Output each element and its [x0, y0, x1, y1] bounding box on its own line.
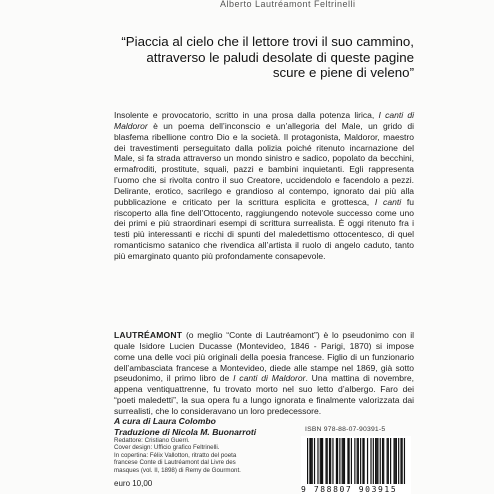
barcode-bar	[380, 438, 381, 484]
bio-text-start: (o meglio “Conte di Lautréamont”) è lo pseudonimo con il quale Isidore Lucien Ducasse (Montevideo, 1846 - Parigi, 1870) si impose come una delle voci più originali della poesia francese. Figlio di un funzionario dell’ambasciata francese a Montevideo, diede alle stampe nel 1869, già sotto pseudonimo, il primo libro de	[114, 330, 414, 384]
barcode-bar	[321, 438, 322, 484]
barcode-bar	[377, 438, 378, 484]
barcode-bar	[339, 438, 340, 484]
barcode-bar	[342, 438, 343, 484]
editor-credit: A cura di Laura Colombo	[114, 416, 216, 426]
barcode-bar	[400, 438, 401, 484]
bio-text-end: . Una mattina di novembre, appena ventiquattrenne, fu trovato morto nel suo letto d’albergo. Faro dei “poeti maledetti”, la sua opera fu a lungo ignorata e finalmente valorizzata dai surrealisti, che lo consideravano un loro predecessore.	[114, 373, 414, 416]
barcode-bar	[310, 438, 311, 484]
barcode-bar	[351, 438, 352, 484]
pull-quote: “Piaccia al cielo che il lettore trovi il suo cammino, attraverso le paludi desolate di queste pagine scure e piene di veleno”	[121, 34, 414, 80]
barcode-bar	[332, 438, 333, 484]
barcode-bar	[317, 438, 318, 484]
description-text-start: Insolente e provocatorio, scritto in una prosa dalla potenza lirica,	[114, 110, 379, 120]
author-biography	[114, 330, 414, 417]
barcode-bar	[373, 438, 374, 484]
book-description	[114, 110, 414, 262]
barcode-bar	[388, 438, 389, 484]
barcode-bar	[347, 438, 348, 484]
isbn-label: ISBN 978-88-07-90391-5	[305, 426, 386, 433]
barcode-bar	[367, 438, 368, 484]
book-title: I canti di Maldoror	[114, 110, 414, 131]
book-title-short: I canti	[374, 196, 402, 207]
barcode-bar	[336, 438, 337, 484]
bio-book-title: I canti di Maldoror	[233, 373, 306, 384]
barcode-bar	[312, 438, 313, 484]
price-label: euro 10,00	[114, 479, 153, 488]
barcode-bar	[358, 438, 359, 484]
barcode-bar	[357, 438, 358, 484]
barcode-bar	[404, 438, 405, 484]
barcode-bar	[363, 438, 364, 484]
barcode-bar	[393, 438, 394, 484]
barcode-bar	[362, 438, 363, 484]
translator-credit: Traduzione di Nicola M. Buonarroti	[114, 427, 257, 437]
barcode-bar	[370, 438, 371, 484]
barcode-bar	[354, 438, 355, 484]
cover-credit-line: Redattore: Cristiano Guerri.	[114, 437, 190, 444]
description-text-middle: è un poema dell’inconscio e un’allegoria del Male, un grido di blasfema ribellione contro Dio e la società. Il protagonista, Maldoror, maestro dei travestimenti perseguitato dalla polizia poiché ritenuto incarnazione del Male, si fa strada attraverso un mondo sinistro e sadico, popolato da becchini, ermafroditi, prostitute, squali, pazzi e bambini inquietanti. Egli rappresenta l’uomo che si rivolta contro il suo Creatore, uccidendolo e facendolo a pezzi. Delirante, erotico, sacrilego e grandioso al contempo, ignorato dai più alla pubblicazione e criticato per la scrittura esplicita e grottesca,	[114, 120, 414, 207]
barcode-bar	[325, 438, 326, 484]
barcode-bar	[322, 438, 323, 484]
barcode-bar	[387, 438, 388, 484]
barcode-bar	[395, 438, 396, 484]
barcode-bar	[320, 438, 321, 484]
barcode-bars	[301, 436, 411, 486]
barcode-bar	[344, 438, 345, 484]
barcode-bar	[396, 438, 397, 484]
barcode-bar	[382, 438, 383, 484]
barcode-bar	[402, 438, 403, 484]
barcode-digits: 9 788807 903915	[301, 486, 411, 494]
barcode-bar	[375, 438, 376, 484]
barcode-bar	[383, 438, 384, 484]
barcode-bar	[309, 438, 310, 484]
barcode-bar	[343, 438, 344, 484]
barcode-bar	[329, 438, 330, 484]
cover-credits	[114, 437, 254, 474]
description-text-end: fu riscoperto alla fine dell’Ottocento, raggiungendo notevole successo come uno dei primi e più straordinari esempi di scrittura surrealista. È oggi ritenuto fra i testi più interessanti e ricchi di spunti del maledettismo ottocentesco, di quel romanticismo satanico che rivendica all’artista il ruolo di angelo caduto, tanto più emarginato quanto più profondamente consapevole.	[114, 196, 414, 261]
barcode-bar	[349, 438, 350, 484]
barcode-bar	[376, 438, 377, 484]
cover-credit-line: masques (vol. II, 1898) di Remy de Gourmont.	[114, 466, 241, 474]
cover-credit-line: francese Conte di Lautréamont dal Livre des	[114, 459, 236, 467]
barcode-bar	[337, 438, 338, 484]
barcode-bar	[307, 438, 308, 484]
top-strip-text: Alberto Lautréamont Feltrinelli	[220, 0, 356, 9]
cover-credit-line: Cover design: Ufficio grafico Feltrinelli.	[114, 444, 220, 452]
barcode-bar	[327, 438, 328, 484]
barcode-bar	[330, 438, 331, 484]
barcode-bar	[314, 438, 315, 484]
barcode-bar	[360, 438, 361, 484]
barcode-bar	[398, 438, 399, 484]
cover-credit-line: In copertina: Félix Vallotton, ritratto del poeta	[114, 451, 237, 459]
author-name: LAUTRÉAMONT	[114, 330, 183, 340]
barcode-bar	[390, 438, 391, 484]
